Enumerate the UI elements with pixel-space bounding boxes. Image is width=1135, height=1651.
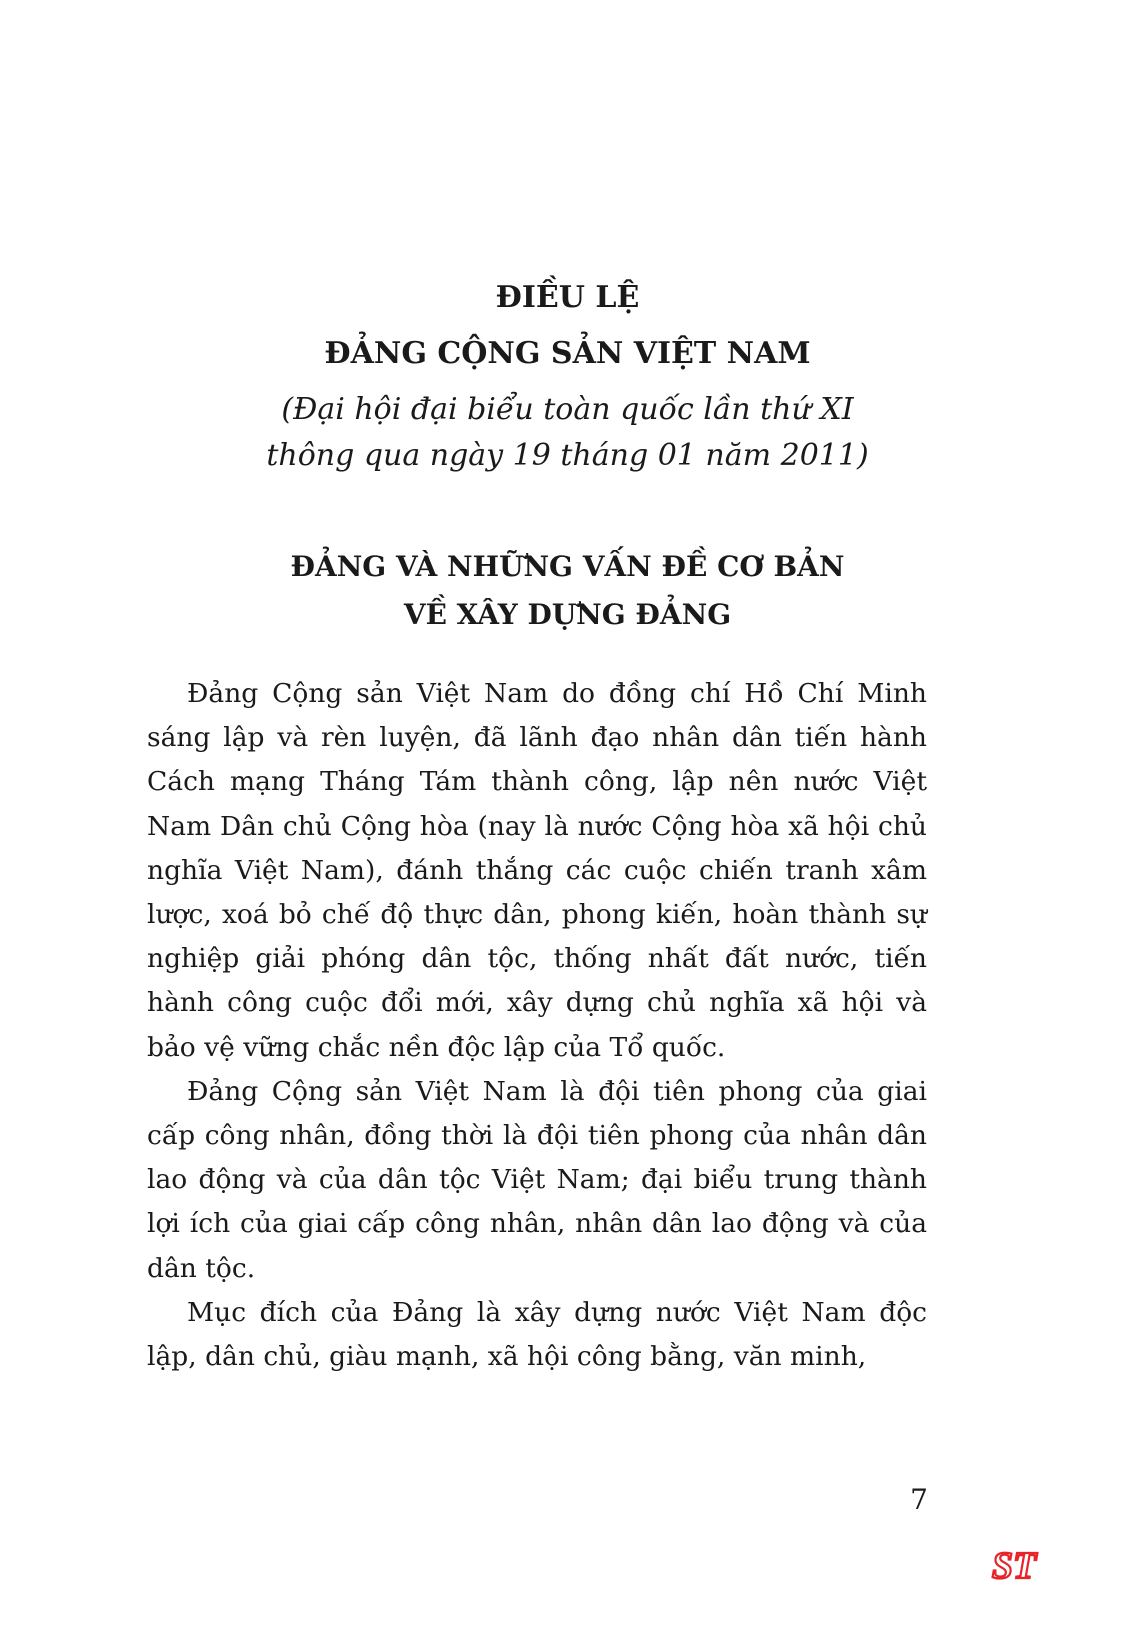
paragraph: Đảng Cộng sản Việt Nam do đồng chí Hồ Chí Minh sáng lập và rèn luyện, đã lãnh đạo nhân dân tiến hành Cách mạng Tháng Tám thành công, lập nên nước Việt Nam Dân chủ Cộng hòa (nay là nước Cộng hòa xã hội chủ nghĩa Việt Nam), đánh thắng các cuộc chiến tranh xâm lược, xoá bỏ chế độ thực dân, phong kiến, hoàn thành sự nghiệp giải phóng dân tộc, thống nhất đất nước, tiến hành công cuộc đổi mới, xây dựng chủ nghĩa xã hội và bảo vệ vững chắc nền độc lập của Tổ quốc. [147, 678, 927, 1063]
svg-text:ST: ST [991, 1545, 1037, 1587]
publisher-logo-icon [988, 1538, 1040, 1590]
document-subtitle-line1: (Đại hội đại biểu toàn quốc lần thứ XI [281, 392, 854, 427]
page-number: 7 [910, 1483, 928, 1516]
paragraph: Mục đích của Đảng là xây dựng nước Việt Nam độc lập, dân chủ, giàu mạnh, xã hội công bằng, văn minh, [147, 1296, 927, 1373]
paragraph: Đảng Cộng sản Việt Nam là đội tiên phong của giai cấp công nhân, đồng thời là đội tiên phong của nhân dân lao động và của dân tộc Việt Nam; đại biểu trung thành lợi ích của giai cấp công nhân, nhân dân lao động và của dân tộc. [147, 1075, 927, 1284]
document-subtitle-line2: thông qua ngày 19 tháng 01 năm 2011) [266, 438, 869, 473]
document-title-line1: ĐIỀU LỆ [495, 280, 640, 315]
body-text [147, 672, 927, 1379]
section-heading-line2: VỀ XÂY DỰNG ĐẢNG [403, 598, 732, 631]
section-heading-line1: ĐẢNG VÀ NHỮNG VẤN ĐỀ CƠ BẢN [290, 550, 845, 583]
document-title-line2: ĐẢNG CỘNG SẢN VIỆT NAM [324, 336, 811, 371]
